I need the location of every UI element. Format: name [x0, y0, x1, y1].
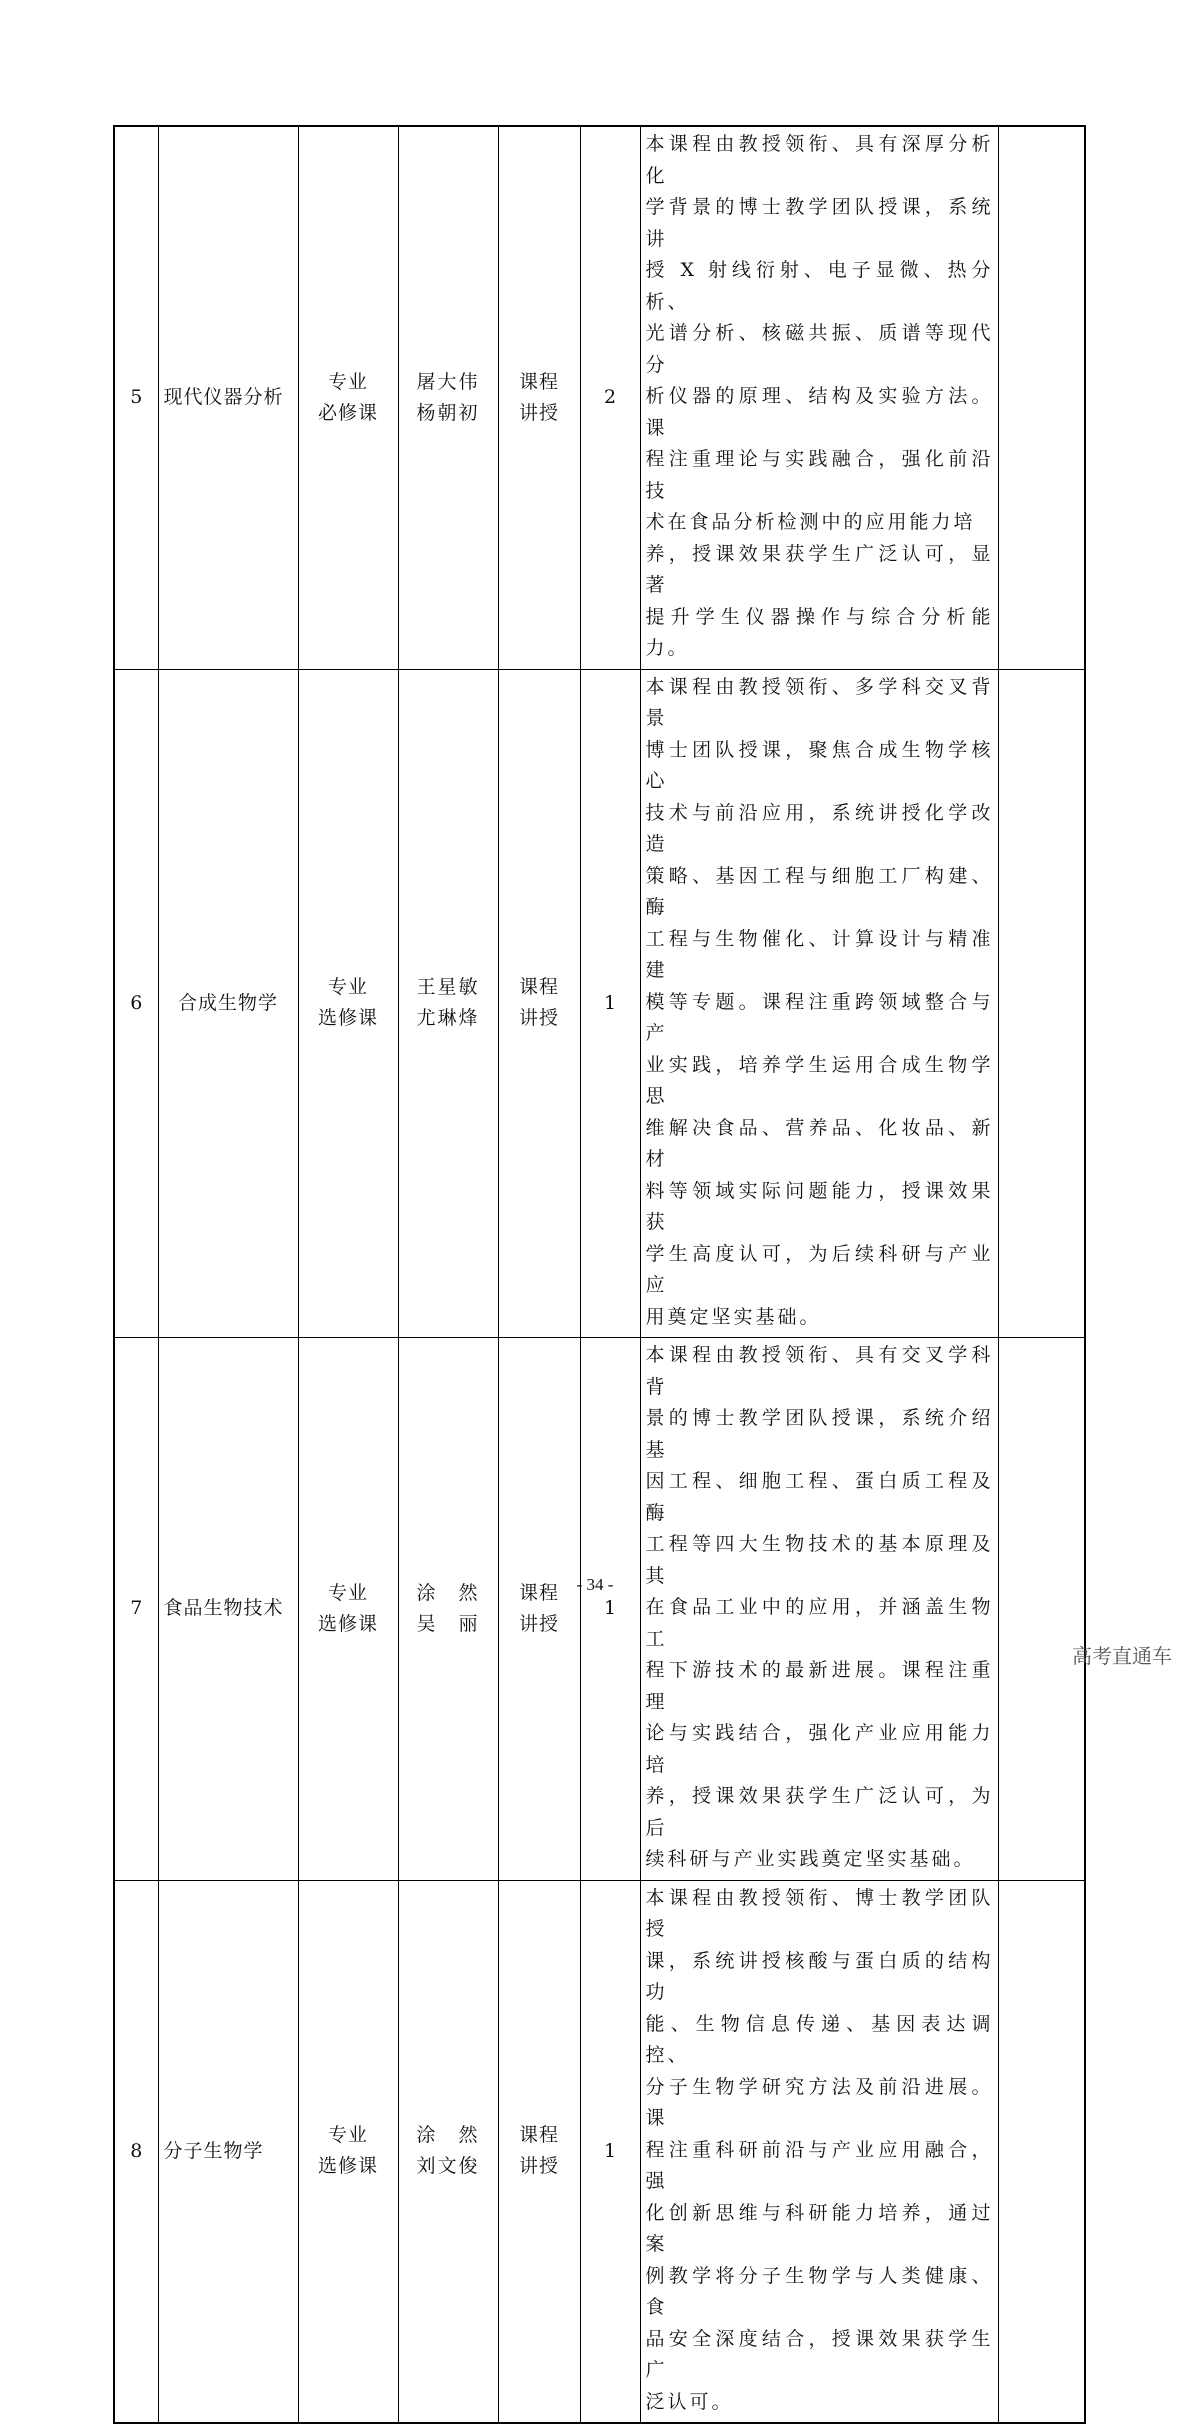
- description-line: 提升学生仪器操作与综合分析能力。: [645, 605, 994, 659]
- teaching-method: [498, 669, 580, 1338]
- method-line: 讲授: [518, 2155, 559, 2178]
- description-line: 模等专题。课程注重跨领域整合与产: [645, 990, 994, 1044]
- row-index: 7: [114, 1338, 158, 1881]
- table-row: [114, 126, 1085, 669]
- description-line: 工程与生物催化、计算设计与精准建: [645, 927, 994, 981]
- description-line: 泛认可。: [645, 2390, 734, 2413]
- course-description: [640, 669, 998, 1338]
- description-line: 养，授课效果获学生广泛认可，为后: [645, 1785, 994, 1839]
- note-cell: [998, 669, 1085, 1338]
- method-line: 课程: [518, 370, 559, 393]
- course-type-line: 专业: [327, 976, 368, 999]
- description-line: 博士团队授课，聚焦合成生物学核心: [645, 738, 994, 792]
- description-line: 析仪器的原理、结构及实验方法。课: [645, 385, 994, 439]
- credit: 1: [580, 1880, 640, 2423]
- description-line: 学背景的博士教学团队授课，系统讲: [645, 196, 994, 250]
- description-line: 策略、基因工程与细胞工厂构建、酶: [645, 864, 994, 918]
- teacher-name: 杨朝初: [416, 401, 480, 424]
- note-cell: [998, 126, 1085, 669]
- teacher-name: 王星敏: [416, 976, 480, 999]
- course-type-line: 专业: [327, 2124, 368, 2147]
- teacher-name: 屠大伟: [416, 370, 480, 393]
- description-line: 本课程由教授领衔、多学科交叉背景: [645, 675, 994, 729]
- teachers: [398, 1880, 498, 2423]
- description-line: 授 X 射线衍射、电子显微、热分析、: [645, 259, 994, 313]
- course-type: [298, 669, 398, 1338]
- teachers: [398, 669, 498, 1338]
- course-type: [298, 1880, 398, 2423]
- credit: 2: [580, 126, 640, 669]
- course-description: [640, 1880, 998, 2423]
- description-line: 程注重科研前沿与产业应用融合，强: [645, 2138, 994, 2192]
- watermark-text: 高考直通车: [1072, 1644, 1172, 1668]
- course-type-line: 选修课: [317, 1007, 378, 1030]
- teacher-name: 吴 丽: [416, 1612, 480, 1635]
- description-line: 例教学将分子生物学与人类健康、食: [645, 2264, 994, 2318]
- table-row: [114, 669, 1085, 1338]
- note-cell: [998, 1880, 1085, 2423]
- description-line: 技术与前沿应用，系统讲授化学改造: [645, 801, 994, 855]
- description-line: 料等领域实际问题能力，授课效果获: [645, 1179, 994, 1233]
- description-line: 景的博士教学团队授课，系统介绍基: [645, 1407, 994, 1461]
- course-type: [298, 126, 398, 669]
- course-type-line: 专业: [327, 1581, 368, 1604]
- course-type-line: 选修课: [317, 1612, 378, 1635]
- description-line: 课，系统讲授核酸与蛋白质的结构功: [645, 1949, 994, 2003]
- description-line: 分子生物学研究方法及前沿进展。课: [645, 2075, 994, 2129]
- course-description: [640, 126, 998, 669]
- course-name: 合成生物学: [158, 669, 298, 1338]
- description-line: 本课程由教授领衔、具有深厚分析化: [645, 133, 994, 187]
- description-line: 学生高度认可，为后续科研与产业应: [645, 1242, 994, 1296]
- credit: 1: [580, 669, 640, 1338]
- description-line: 养，授课效果获学生广泛认可，显著: [645, 542, 994, 596]
- description-line: 用奠定坚实基础。: [645, 1305, 822, 1328]
- description-line: 光谱分析、核磁共振、质谱等现代分: [645, 322, 994, 376]
- teacher-name: 刘文俊: [416, 2155, 480, 2178]
- teaching-method: [498, 1880, 580, 2423]
- method-line: 讲授: [518, 401, 559, 424]
- description-line: 论与实践结合，强化产业应用能力培: [645, 1722, 994, 1776]
- description-line: 本课程由教授领衔、具有交叉学科背: [645, 1344, 994, 1398]
- row-index: 5: [114, 126, 158, 669]
- course-name: 食品生物技术: [158, 1338, 298, 1881]
- description-line: 化创新思维与科研能力培养，通过案: [645, 2201, 994, 2255]
- note-cell: [998, 1338, 1085, 1881]
- description-line: 在食品工业中的应用，并涵盖生物工: [645, 1596, 994, 1650]
- description-line: 因工程、细胞工程、蛋白质工程及酶: [645, 1470, 994, 1524]
- method-line: 讲授: [518, 1007, 559, 1030]
- teaching-method: [498, 1338, 580, 1881]
- method-line: 课程: [518, 1581, 559, 1604]
- method-line: 讲授: [518, 1612, 559, 1635]
- description-line: 本课程由教授领衔、博士教学团队授: [645, 1886, 994, 1940]
- description-line: 术在食品分析检测中的应用能力培: [645, 511, 976, 533]
- row-index: 6: [114, 669, 158, 1338]
- course-table: [113, 125, 1086, 2424]
- page-number: - 34 -: [576, 1575, 614, 1594]
- course-description: [640, 1338, 998, 1881]
- table-row: [114, 1880, 1085, 2423]
- course-type-line: 选修课: [317, 2155, 378, 2178]
- description-line: 程下游技术的最新进展。课程注重理: [645, 1659, 994, 1713]
- course-type-line: 专业: [327, 370, 368, 393]
- description-line: 程注重理论与实践融合，强化前沿技: [645, 448, 994, 502]
- course-type: [298, 1338, 398, 1881]
- teachers: [398, 1338, 498, 1881]
- teacher-name: 涂 然: [416, 2124, 480, 2147]
- description-line: 维解决食品、营养品、化妆品、新材: [645, 1116, 994, 1170]
- teacher-name: 涂 然: [416, 1581, 480, 1604]
- teacher-name: 尤琳烽: [416, 1007, 480, 1030]
- course-name: 分子生物学: [158, 1880, 298, 2423]
- table-row: [114, 1338, 1085, 1881]
- description-line: 能、生物信息传递、基因表达调控、: [645, 2012, 994, 2066]
- description-line: 品安全深度结合，授课效果获学生广: [645, 2327, 994, 2381]
- row-index: 8: [114, 1880, 158, 2423]
- method-line: 课程: [518, 976, 559, 999]
- course-type-line: 必修课: [317, 401, 378, 424]
- course-name: 现代仪器分析: [158, 126, 298, 669]
- description-line: 工程等四大生物技术的基本原理及其: [645, 1533, 994, 1587]
- teaching-method: [498, 126, 580, 669]
- description-line: 续科研与产业实践奠定坚实基础。: [645, 1848, 976, 1870]
- teachers: [398, 126, 498, 669]
- method-line: 课程: [518, 2124, 559, 2147]
- description-line: 业实践，培养学生运用合成生物学思: [645, 1053, 994, 1107]
- credit: 1: [580, 1338, 640, 1881]
